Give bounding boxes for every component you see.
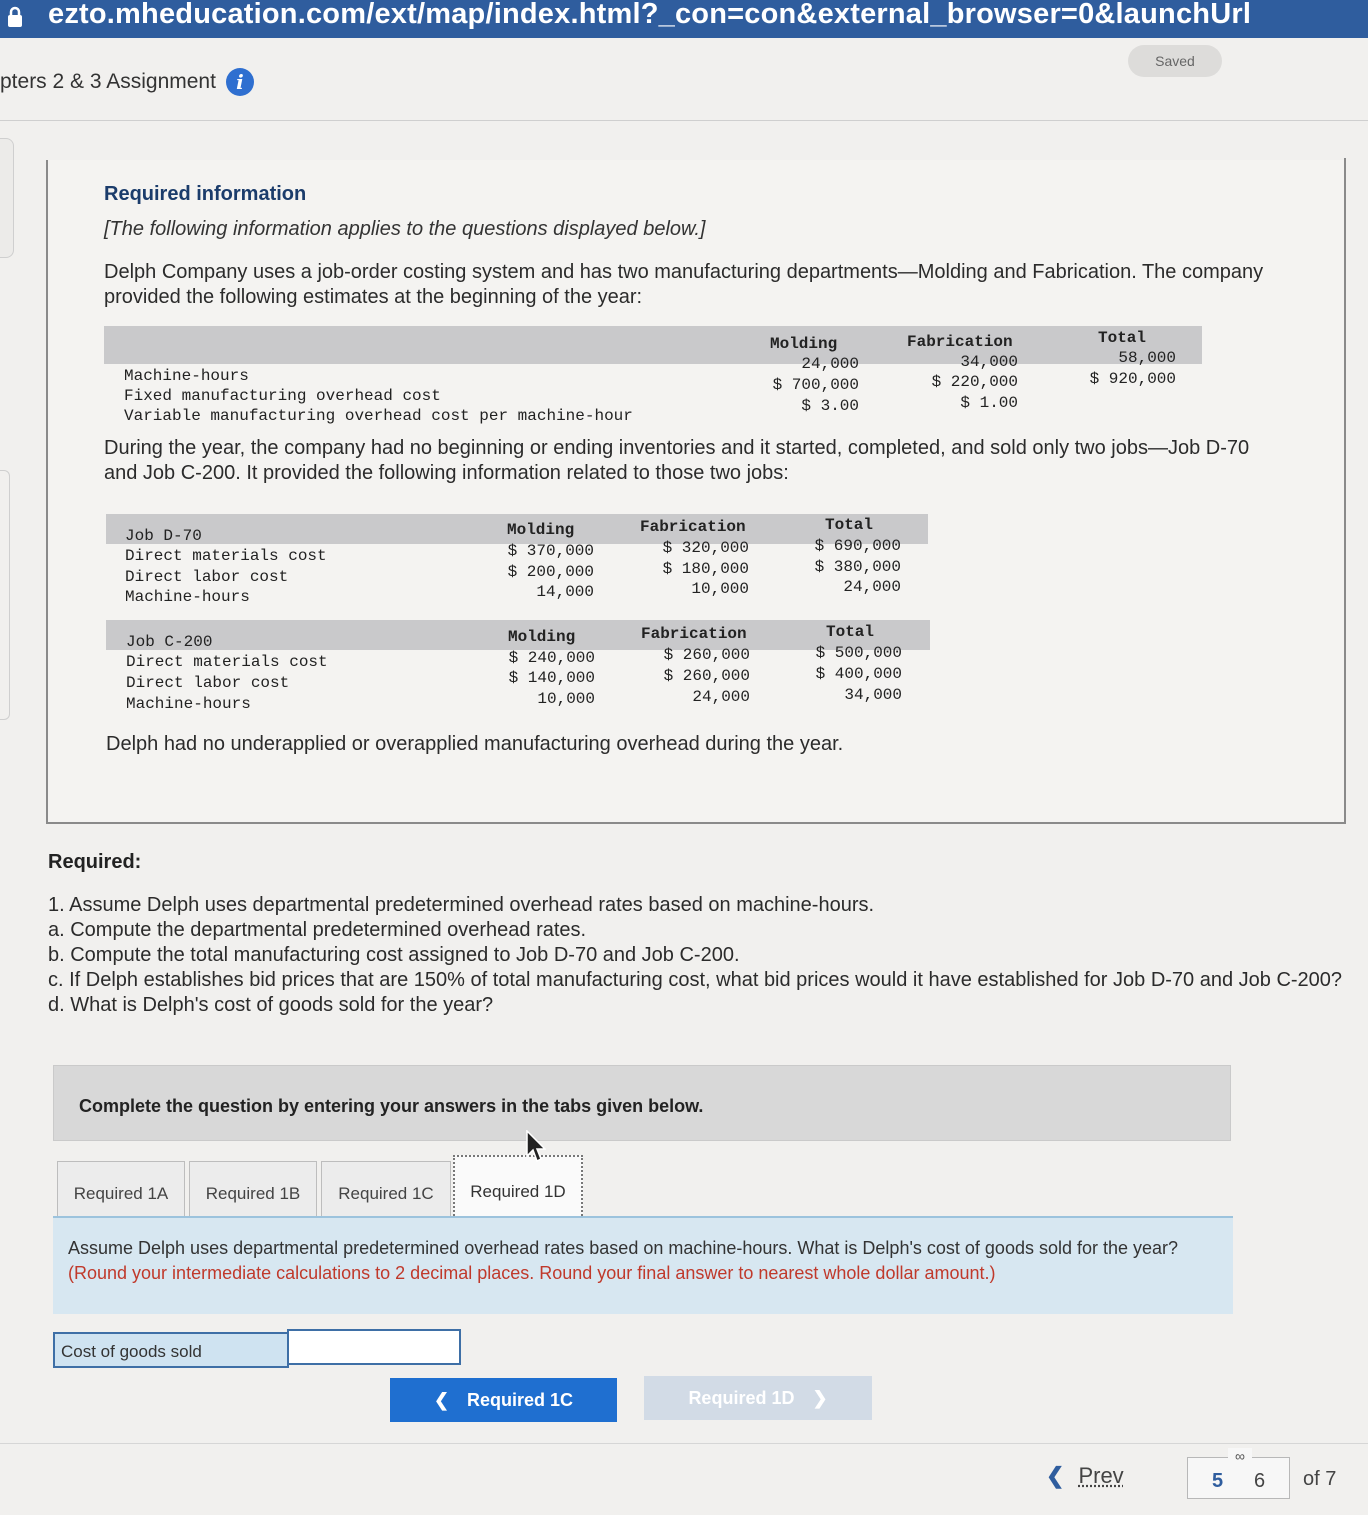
cell-value: 58,000	[1118, 349, 1176, 367]
required-item: 1. Assume Delph uses departmental predetermined overhead rates based on machine-hours.	[48, 894, 875, 916]
cell-value: $ 140,000	[508, 669, 595, 687]
cell-value: $ 200,000	[507, 563, 594, 581]
prev-tab-button[interactable]	[390, 1378, 617, 1422]
prev-tab-label: Required 1C	[467, 1389, 574, 1410]
next-tab-label: Required 1D	[688, 1387, 795, 1408]
header-divider	[0, 120, 1368, 121]
chevron-left-icon: ❮	[1046, 1463, 1065, 1488]
col-header: Fabrication	[640, 518, 746, 536]
col-header: Total	[1098, 329, 1147, 347]
question-box	[53, 1216, 1233, 1314]
cell-value: $ 370,000	[507, 542, 594, 560]
col-header: Molding	[508, 628, 576, 646]
col-header: Total	[825, 516, 874, 534]
saved-badge: Saved	[1128, 45, 1222, 77]
row-label: Direct materials cost	[126, 653, 328, 671]
side-panel-edge	[0, 470, 10, 720]
cell-value: 34,000	[844, 686, 902, 704]
row-label: Direct labor cost	[126, 674, 290, 692]
cell-value: $ 690,000	[814, 537, 901, 555]
cell-value: $ 700,000	[772, 376, 859, 394]
required-item: b. Compute the total manufacturing cost assigned to Job D-70 and Job C-200.	[48, 944, 740, 966]
cell-value: $ 180,000	[662, 560, 749, 578]
middle-paragraph: During the year, the company had no beginning or ending inventories and it started, completed, and sold only two jobs—Job D-70 and Job C-200. It provided the following information related to those two jobs:	[104, 437, 1250, 484]
cell-value: $ 400,000	[815, 665, 902, 683]
mouse-cursor-icon	[526, 1130, 546, 1164]
cell-value: $ 1.00	[960, 394, 1018, 412]
row-label: Machine-hours	[125, 588, 250, 606]
instruction-text: Complete the question by entering your answers in the tabs given below.	[79, 1096, 704, 1116]
cell-value: 10,000	[537, 690, 595, 708]
footer-divider	[0, 1443, 1368, 1444]
url-text[interactable]: ezto.mheducation.com/ext/map/index.html?_con=con&external_browser=0&launchUrl	[48, 0, 1252, 30]
required-item: a. Compute the departmental predetermined overhead rates.	[48, 919, 587, 941]
cell-value: 24,000	[843, 578, 901, 596]
page-total: of 7	[1303, 1468, 1337, 1490]
page-current[interactable]: 5	[1212, 1470, 1224, 1492]
cogs-input[interactable]	[287, 1329, 461, 1365]
cell-value: $ 220,000	[931, 373, 1018, 391]
tab-required-1a[interactable]: Required 1A	[57, 1161, 185, 1227]
row-label: Machine-hours	[126, 695, 251, 713]
row-label: Machine-hours	[124, 367, 249, 385]
required-item: d. What is Delph's cost of goods sold for the year?	[48, 994, 494, 1016]
col-header: Total	[826, 623, 875, 641]
prev-question-label: Prev	[1078, 1463, 1124, 1488]
job-title: Job D-70	[125, 527, 202, 545]
cell-value: $ 260,000	[663, 667, 750, 685]
cell-value: 14,000	[536, 583, 594, 601]
cell-value: $ 240,000	[508, 649, 595, 667]
cell-value: 24,000	[692, 688, 750, 706]
page-next[interactable]: 6	[1254, 1470, 1266, 1492]
col-header: Fabrication	[907, 333, 1013, 351]
row-label: Variable manufacturing overhead cost per machine-hour	[124, 407, 633, 425]
required-information-subtitle: [The following information applies to the questions displayed below.]	[104, 218, 706, 240]
question-hint: (Round your intermediate calculations to 2 decimal places. Round your final answer to nearest whole dollar amount.)	[68, 1263, 996, 1283]
link-icon: ∞	[1228, 1448, 1252, 1462]
intro-paragraph: Delph Company uses a job-order costing system and has two manufacturing departments—Molding and Fabrication. The company provided the following estimates at the beginning of the year:	[104, 261, 1264, 308]
cell-value: $ 920,000	[1089, 370, 1176, 388]
cell-value: 24,000	[801, 355, 859, 373]
breadcrumb	[0, 68, 254, 96]
col-header: Molding	[770, 335, 838, 353]
cell-value: $ 380,000	[814, 558, 901, 576]
cell-value: 10,000	[691, 580, 749, 598]
job-title: Job C-200	[126, 633, 213, 651]
row-label: Direct labor cost	[125, 568, 289, 586]
info-icon[interactable]: i	[226, 68, 254, 96]
required-item: c. If Delph establishes bid prices that are 150% of total manufacturing cost, what bid prices would it have established for Job D-70 and Job C-200?	[48, 969, 1343, 991]
lock-icon	[6, 6, 24, 28]
col-header: Molding	[507, 521, 575, 539]
required-information-title: Required information	[104, 183, 307, 205]
cogs-label: Cost of goods sold	[53, 1332, 289, 1368]
instruction-banner	[53, 1065, 1231, 1141]
required-list	[48, 893, 1348, 1018]
tab-required-1c[interactable]: Required 1C	[321, 1161, 451, 1227]
tab-required-1b[interactable]: Required 1B	[189, 1161, 317, 1227]
page-selector[interactable]	[1187, 1448, 1290, 1499]
tab-required-1d[interactable]: Required 1D	[453, 1155, 583, 1227]
col-header: Fabrication	[641, 625, 747, 643]
next-tab-button[interactable]	[644, 1376, 872, 1420]
row-label: Fixed manufacturing overhead cost	[124, 387, 441, 405]
required-heading: Required:	[48, 851, 142, 873]
question-text: Assume Delph uses departmental predetermined overhead rates based on machine-hours. What is Delph's cost of goods sold for the year? (Round your intermediate calculations to 2 decimal places. Round your final answer to nearest whole dollar amount.)	[68, 1238, 1179, 1283]
cell-value: $ 260,000	[663, 646, 750, 664]
row-label: Direct materials cost	[125, 547, 327, 565]
chevron-left-icon: ❮	[433, 1389, 450, 1410]
prev-question-button[interactable]	[1046, 1463, 1124, 1489]
assignment-title: pters 2 & 3 Assignment	[0, 70, 216, 93]
browser-address-bar[interactable]	[0, 0, 1368, 38]
cell-value: 34,000	[960, 353, 1018, 371]
cell-value: $ 3.00	[801, 397, 859, 415]
side-panel-tab[interactable]	[0, 138, 14, 258]
cell-value: $ 320,000	[662, 539, 749, 557]
closing-paragraph: Delph had no underapplied or overapplied manufacturing overhead during the year.	[106, 733, 844, 755]
cell-value: $ 500,000	[815, 644, 902, 662]
chevron-right-icon: ❯	[812, 1387, 828, 1408]
